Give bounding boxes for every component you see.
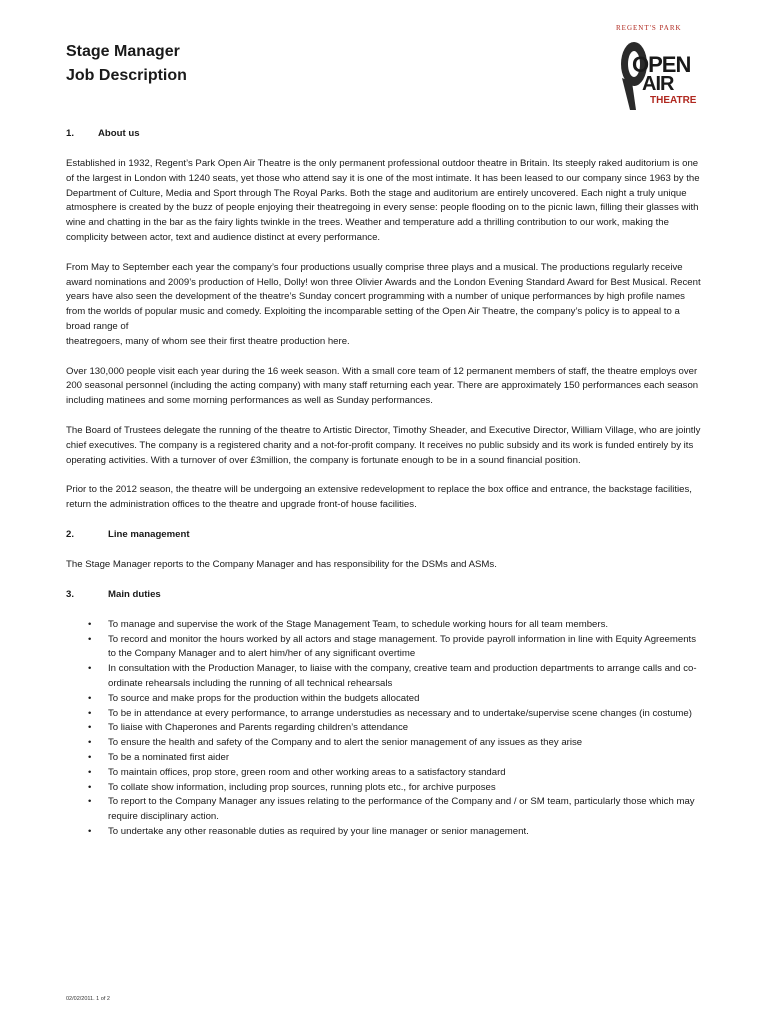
duty-text: To report to the Company Manager any issues relating to the performance of the Company and / or SM team, particularly those which may require disciplinary action. [108,796,695,823]
bullet-icon: • [88,707,92,719]
title-line-1: Stage Manager [66,43,180,60]
list-item [66,781,706,796]
section-title: Line management [108,528,190,540]
logo-word-theatre: THEATRE [650,95,697,106]
list-item [66,751,706,766]
document-body [66,127,706,840]
paragraph: The Stage Manager reports to the Company Manager and has responsibility for the DSMs and ASMs. [66,558,497,570]
section-title: Main duties [108,588,161,600]
section-heading-line-management [66,528,706,543]
paragraph: Over 130,000 people visit each year during the 16 week season. With a small core team of 12 permanent members of staff, the theatre employs over 200 seasonal personnel (including the acting company) with many staff returning each year. There are approximately 150 performances each season including matinees and some morning performances as well as Sunday performances. [66,365,699,407]
bullet-icon: • [88,796,92,808]
paragraph [66,261,706,350]
list-item [66,766,706,781]
document-title [66,40,187,88]
list-item [66,721,706,736]
bullet-icon: • [88,722,92,734]
duty-text: To be a nominated first aider [108,751,230,763]
title-line-2: Job Description [66,67,187,84]
bullet-icon: • [88,766,92,778]
section-heading-main-duties [66,588,706,603]
bullet-icon: • [88,825,92,837]
duty-text: To collate show information, including prop sources, running plots etc., for archive purposes [108,781,496,793]
duties-list [66,618,706,840]
section-title: About us [98,128,140,139]
open-air-theatre-logo [612,22,702,112]
duty-text: To undertake any other reasonable duties as required by your line manager or senior management. [108,825,529,837]
bullet-icon: • [88,781,92,793]
list-item [66,825,706,840]
list-item [66,707,706,722]
bullet-icon: • [88,633,92,645]
paragraph: Prior to the 2012 season, the theatre will be undergoing an extensive redevelopment to replace the box office and entrance, the backstage facilities, return the administration offices to the theatre and upgrade front-of house facilities. [66,484,692,511]
section-number: 1. [66,128,75,139]
bullet-icon: • [88,618,92,630]
duty-text: To manage and supervise the work of the Stage Management Team, to schedule working hours for all team members. [108,618,609,630]
list-item [66,633,706,663]
duty-text: In consultation with the Production Manager, to liaise with the company, creative team and production departments to arrange calls and co-ordinate rehearsals including the running of all technical rehearsals [108,663,697,689]
section-number: 3. [66,588,75,600]
logo-word-open: OPEN [632,52,691,77]
list-item [66,662,706,692]
page-footer: 02/02/2011. 1 of 2 [66,996,110,1002]
logo-word-air: AIR [642,73,674,95]
bullet-icon: • [88,692,92,704]
paragraph-text: From May to September each year the company’s four productions usually comprise three plays and a musical. The productions regularly receive award nominations and 2009’s production of Hello, Dolly! won three Olivier Awards and the London Evening Standard Award for Best Musical. Recent years have also seen the development of the theatre’s Sunday concert programming with a number of unique performances by high profile names from the worlds of popular music and comedy. Exploiting the incomparable setting of the Open Air Theatre, the company’s policy is to appeal to a broad range of [66,261,701,332]
duty-text: To record and monitor the hours worked by all actors and stage management. To provide payroll information in line with Equity Agreements to the Company Manager and to alert him/her of any significant overtime [108,633,697,660]
paragraph-tail: theatregoers, many of whom see their first theatre production here. [66,335,350,347]
list-item [66,618,706,633]
list-item [66,736,706,751]
paragraph: The Board of Trustees delegate the running of the theatre to Artistic Director, Timothy Sheader, and Executive Director, William Village, who are jointly chief executives. The company is a registered charity and a not-for-profit company. It receives no public subsidy and its work is funded entirely by its operating activities. With a turnover of over £3million, the company is fortunate enough to be in a sound financial position. [66,424,701,466]
section-number: 2. [66,528,75,540]
bullet-icon: • [88,751,92,763]
section-heading-about [66,127,706,142]
paragraph: Established in 1932, Regent’s Park Open Air Theatre is the only permanent professional outdoor theatre in Britain. Its steeply raked auditorium is one of the largest in London with 1240 seats, yet those who attend say it is one of the most intimate. It has been leased to our company since 1963 by the Department of Culture, Media and Sport through The Royal Parks. Both the stage and auditorium are entirely uncovered. Each night a truly unique atmosphere is created by the buzz of people enjoying their theatregoing in every sense: people flooding on to the picnic lawn, filling their glasses with wine and chatting in the bar as the fairy lights twinkle in the trees. Weather and temperature add a thrilling contribution to our work, making the complicity between actor, text and audience distinct at every performance. [66,158,700,243]
duty-text: To be in attendance at every performance, to arrange understudies as necessary and to undertake/supervise scene changes (in costume) [108,707,692,719]
duty-text: To ensure the health and safety of the Company and to alert the senior management of any issues as they arise [108,737,583,749]
bullet-icon: • [88,663,92,675]
list-item [66,795,706,825]
duty-text: To maintain offices, prop store, green room and other working areas to a satisfactory standard [108,766,506,778]
duty-text: To liaise with Chaperones and Parents regarding children’s attendance [108,722,409,734]
duty-text: To source and make props for the production within the budgets allocated [108,692,420,704]
logo-top-text: REGENT'S PARK [616,24,682,32]
bullet-icon: • [88,737,92,749]
list-item [66,692,706,707]
